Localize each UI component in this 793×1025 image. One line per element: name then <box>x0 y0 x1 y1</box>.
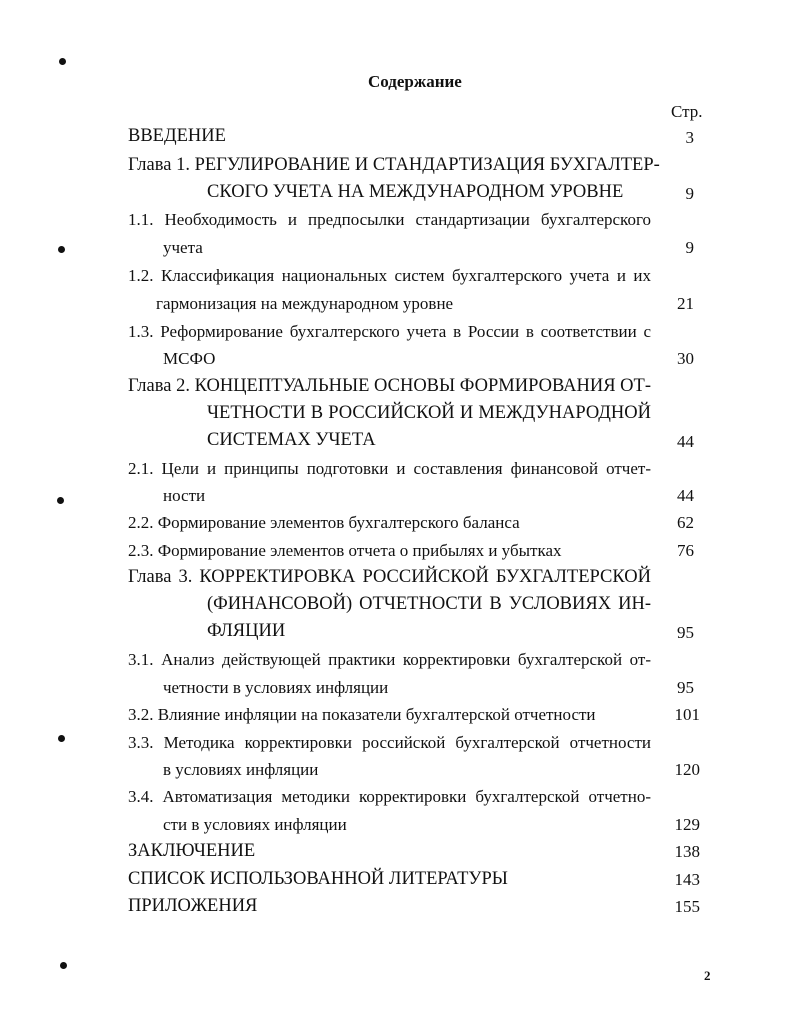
toc-page: 76 <box>677 541 694 560</box>
scan-mark <box>58 735 65 742</box>
toc-section-cont: учета <box>163 238 203 257</box>
toc-page: 44 <box>677 486 694 505</box>
toc-section-cont: ности <box>163 486 206 505</box>
toc-page: 62 <box>677 513 694 532</box>
toc-page: 101 <box>674 705 700 724</box>
toc-literature: СПИСОК ИСПОЛЬЗОВАННОЙ ЛИТЕРАТУРЫ <box>128 869 508 889</box>
toc-section-cont: в условиях инфляции <box>163 760 319 779</box>
page-column-header: Стр. <box>671 102 703 121</box>
scan-mark <box>57 497 64 504</box>
page-title: Содержание <box>368 72 462 91</box>
toc-conclusion: ЗАКЛЮЧЕНИЕ <box>128 841 256 861</box>
toc-chapter: Глава 2. КОНЦЕПТУАЛЬНЫЕ ОСНОВЫ ФОРМИРОВАНИЯ ОТ- <box>128 376 651 396</box>
scan-mark <box>60 962 67 969</box>
toc-page: 9 <box>685 184 694 203</box>
toc-section: 3.1. Анализ действующей практики корректировки бухгалтерской от- <box>128 650 651 669</box>
toc-chapter-cont: (ФИНАНСОВОЙ) ОТЧЕТНОСТИ В УСЛОВИЯХ ИН- <box>207 594 651 614</box>
toc-section: 3.4. Автоматизация методики корректировки бухгалтерской отчетно- <box>128 787 651 806</box>
toc-section: 1.1. Необходимость и предпосылки стандартизации бухгалтерского <box>128 210 651 229</box>
toc-page: 129 <box>674 815 700 834</box>
toc-page: 44 <box>677 432 694 451</box>
toc-chapter-cont: ФЛЯЦИИ <box>207 621 286 641</box>
toc-section: 3.2. Влияние инфляции на показатели бухгалтерской отчетности <box>128 705 596 724</box>
toc-section-cont: четности в условиях инфляции <box>163 678 389 697</box>
toc-section: 2.3. Формирование элементов отчета о прибылях и убытках <box>128 541 562 560</box>
scan-mark <box>58 246 65 253</box>
toc-section: 3.3. Методика корректировки российской бухгалтерской отчетности <box>128 733 651 752</box>
toc-page: 143 <box>674 870 700 889</box>
page-number: 2 <box>704 968 711 983</box>
toc-page: 120 <box>674 760 700 779</box>
toc-appendix: ПРИЛОЖЕНИЯ <box>128 896 258 916</box>
toc-page: 95 <box>677 623 694 642</box>
toc-section-cont: сти в условиях инфляции <box>163 815 347 834</box>
toc-section: 1.2. Классификация национальных систем бухгалтерского учета и их <box>128 266 651 285</box>
toc-chapter: Глава 1. РЕГУЛИРОВАНИЕ И СТАНДАРТИЗАЦИЯ БУХГАЛТЕР- <box>128 155 660 175</box>
toc-page: 3 <box>685 128 694 147</box>
toc-section: 1.3. Реформирование бухгалтерского учета в России в соответствии с <box>128 322 651 341</box>
toc-chapter-cont: СКОГО УЧЕТА НА МЕЖДУНАРОДНОМ УРОВНЕ <box>207 182 624 202</box>
toc-chapter: Глава 3. КОРРЕКТИРОВКА РОССИЙСКОЙ БУХГАЛТЕРСКОЙ <box>128 567 651 587</box>
toc-section: 2.1. Цели и принципы подготовки и составления финансовой отчет- <box>128 459 651 478</box>
toc-intro: ВВЕДЕНИЕ <box>128 126 226 146</box>
toc-section: 2.2. Формирование элементов бухгалтерского баланса <box>128 513 520 532</box>
toc-chapter-cont: ЧЕТНОСТИ В РОССИЙСКОЙ И МЕЖДУНАРОДНОЙ <box>207 403 651 423</box>
scan-mark <box>59 58 66 65</box>
toc-section-cont: МСФО <box>163 349 216 368</box>
toc-page: 9 <box>685 238 694 257</box>
toc-page: 155 <box>674 897 700 916</box>
toc-page: 95 <box>677 678 694 697</box>
toc-page: 138 <box>674 842 700 861</box>
toc-page: 30 <box>677 349 694 368</box>
toc-chapter-cont: СИСТЕМАХ УЧЕТА <box>207 430 376 450</box>
toc-page: 21 <box>677 294 694 313</box>
toc-section-cont: гармонизация на международном уровне <box>156 294 454 313</box>
